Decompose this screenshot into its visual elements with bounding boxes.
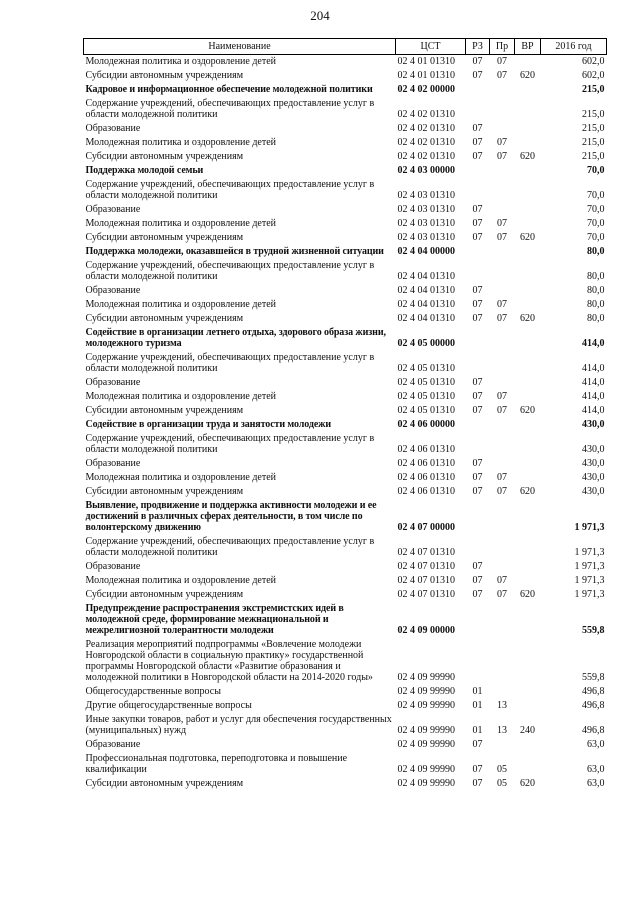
table-row [84,777,607,791]
row-vr [515,752,541,777]
row-amount: 1 971,3 [574,589,605,600]
row-pr: 07 [497,218,507,229]
table-row [84,376,607,390]
row-cst: 02 4 02 01310 [397,137,455,148]
row-name: Субсидии автономным учреждениям [85,486,244,497]
row-rz: 07 [472,218,483,229]
row-pr [490,376,515,390]
row-amount: 430,0 [582,486,605,497]
table-row [84,738,607,752]
row-rz [466,638,490,685]
row-amount: 414,0 [582,391,605,402]
row-cst: 02 4 03 00000 [397,165,455,176]
row-pr [490,284,515,298]
table-row [84,457,607,471]
row-pr: 07 [497,405,507,416]
row-amount: 559,8 [582,625,605,636]
row-vr [515,471,541,485]
table-row [84,432,607,457]
row-vr: 620 [520,778,535,789]
row-pr: 07 [497,56,507,67]
row-cst: 02 4 02 00000 [397,84,455,95]
row-vr: 620 [520,313,535,324]
row-cst: 02 4 07 01310 [397,561,455,572]
row-name: Поддержка молодой семьи [85,165,204,176]
table-row [84,418,607,432]
row-rz: 07 [472,575,483,586]
row-pr [490,83,515,97]
table-row [84,499,607,535]
row-vr [515,326,541,351]
header-year: 2016 год [541,39,607,55]
table-row [84,752,607,777]
row-amount: 70,0 [587,218,605,229]
row-amount: 602,0 [582,70,605,81]
row-name: Профессиональная подготовка, переподготовка и повышение квалификации [85,753,348,775]
table-row [84,638,607,685]
row-rz: 07 [472,137,483,148]
row-cst: 02 4 07 00000 [397,522,455,533]
row-rz [466,164,490,178]
row-name: Образование [85,377,141,388]
row-amount: 70,0 [587,165,605,176]
table-row [84,404,607,418]
row-cst: 02 4 09 99990 [397,700,455,711]
row-amount: 1 971,3 [574,522,605,533]
row-pr: 07 [497,313,507,324]
row-amount: 430,0 [582,458,605,469]
row-name: Молодежная политика и оздоровление детей [85,575,277,586]
row-amount: 430,0 [582,472,605,483]
row-amount: 215,0 [582,123,605,134]
row-cst: 02 4 07 01310 [397,547,455,558]
header-row [84,39,607,55]
row-vr [515,418,541,432]
header-pr: Пр [490,39,515,55]
row-amount: 215,0 [582,109,605,120]
row-amount: 80,0 [587,313,605,324]
row-cst: 02 4 04 00000 [397,246,455,257]
row-vr [515,638,541,685]
row-vr [515,259,541,284]
row-name: Предупреждение распространения экстремистских идей в молодежной среде, формирование межнациональной и межрелигиозной толерантности молодежи [85,603,344,636]
row-vr [515,738,541,752]
row-vr [515,699,541,713]
row-pr: 07 [497,486,507,497]
row-amount: 430,0 [582,444,605,455]
row-name: Общегосударственные вопросы [85,686,221,697]
row-cst: 02 4 07 01310 [397,589,455,600]
row-amount: 63,0 [587,764,605,775]
row-pr: 07 [497,70,507,81]
row-name: Содержание учреждений, обеспечивающих предоставление услуг в области молодежной политики [85,179,375,201]
row-vr [515,685,541,699]
row-rz [466,178,490,203]
table-row [84,351,607,376]
row-rz [466,602,490,638]
header-cst: ЦСТ [396,39,466,55]
row-cst: 02 4 04 01310 [397,299,455,310]
row-pr [490,685,515,699]
row-pr: 07 [497,472,507,483]
row-amount: 414,0 [582,377,605,388]
row-rz: 07 [472,151,483,162]
row-vr [515,203,541,217]
row-cst: 02 4 03 01310 [397,204,455,215]
row-name: Субсидии автономным учреждениям [85,589,244,600]
row-rz [466,432,490,457]
budget-table [83,38,607,791]
row-name: Кадровое и информационное обеспечение молодежной политики [85,84,373,95]
row-name: Содействие в организации летнего отдыха, здорового образа жизни, молодежного туризма [85,327,386,349]
row-name: Образование [85,285,141,296]
row-rz: 07 [472,56,483,67]
row-cst: 02 4 02 01310 [397,151,455,162]
row-pr: 13 [497,700,507,711]
row-cst: 02 4 06 01310 [397,458,455,469]
row-pr [490,457,515,471]
row-pr [490,602,515,638]
row-name: Молодежная политика и оздоровление детей [85,299,277,310]
row-name: Другие общегосударственные вопросы [85,700,252,711]
row-cst: 02 4 09 99990 [397,778,455,789]
row-amount: 1 971,3 [574,575,605,586]
row-pr [490,326,515,351]
row-rz: 07 [472,70,483,81]
row-cst: 02 4 06 01310 [397,486,455,497]
row-pr [490,418,515,432]
row-vr [515,574,541,588]
row-cst: 02 4 05 01310 [397,405,455,416]
row-name: Выявление, продвижение и поддержка активности молодежи и ее достижений в различных сферах деятельности, в том числе по волонтерскому движению [85,500,377,533]
row-rz: 07 [472,561,483,572]
row-vr [515,55,541,70]
row-vr [515,217,541,231]
table-row [84,713,607,738]
row-amount: 414,0 [582,405,605,416]
row-cst: 02 4 04 01310 [397,271,455,282]
row-amount: 496,8 [582,700,605,711]
row-pr [490,97,515,122]
row-vr [515,390,541,404]
row-name: Образование [85,561,141,572]
row-cst: 02 4 09 99990 [397,764,455,775]
row-pr [490,535,515,560]
row-rz [466,535,490,560]
table-row [84,588,607,602]
row-amount: 215,0 [582,151,605,162]
row-amount: 70,0 [587,190,605,201]
header-vr: ВР [515,39,541,55]
row-amount: 602,0 [582,56,605,67]
row-amount: 80,0 [587,271,605,282]
row-cst: 02 4 01 01310 [397,56,455,67]
row-cst: 02 4 01 01310 [397,70,455,81]
table-row [84,326,607,351]
row-vr [515,535,541,560]
row-rz [466,259,490,284]
row-amount: 80,0 [587,246,605,257]
row-pr [490,178,515,203]
row-vr [515,136,541,150]
table-row [84,312,607,326]
table-row [84,560,607,574]
table-row [84,485,607,499]
row-rz: 07 [472,377,483,388]
table-row [84,231,607,245]
row-name: Молодежная политика и оздоровление детей [85,218,277,229]
row-vr: 620 [520,589,535,600]
row-name: Образование [85,123,141,134]
row-pr [490,351,515,376]
row-cst: 02 4 03 01310 [397,232,455,243]
row-rz: 01 [472,686,483,697]
table-row [84,150,607,164]
row-name: Поддержка молодежи, оказавшейся в трудной жизненной ситуации [85,246,384,257]
row-pr [490,638,515,685]
row-pr: 05 [497,778,507,789]
row-name: Молодежная политика и оздоровление детей [85,472,277,483]
table-row [84,685,607,699]
row-name: Субсидии автономным учреждениям [85,232,244,243]
row-cst: 02 4 04 01310 [397,285,455,296]
row-rz: 07 [472,739,483,750]
table-row [84,245,607,259]
table-row [84,83,607,97]
row-cst: 02 4 09 99990 [397,739,455,750]
row-cst: 02 4 05 01310 [397,377,455,388]
header-name: Наименование [84,39,396,55]
row-amount: 80,0 [587,285,605,296]
row-vr [515,122,541,136]
row-cst: 02 4 02 01310 [397,123,455,134]
row-pr: 07 [497,151,507,162]
row-vr [515,351,541,376]
table-row [84,602,607,638]
row-name: Содействие в организации труда и занятости молодежи [85,419,331,430]
row-rz [466,418,490,432]
row-amount: 496,8 [582,725,605,736]
row-amount: 80,0 [587,299,605,310]
row-rz: 07 [472,458,483,469]
row-rz: 07 [472,285,483,296]
row-cst: 02 4 03 01310 [397,190,455,201]
row-vr: 620 [520,70,535,81]
row-vr [515,178,541,203]
row-rz: 07 [472,204,483,215]
row-pr [490,499,515,535]
row-vr: 240 [520,725,535,736]
row-pr [490,122,515,136]
row-vr: 620 [520,405,535,416]
row-rz: 07 [472,405,483,416]
table-row [84,259,607,284]
row-name: Содержание учреждений, обеспечивающих предоставление услуг в области молодежной политики [85,352,375,374]
row-pr [490,164,515,178]
row-cst: 02 4 06 01310 [397,472,455,483]
row-amount: 414,0 [582,338,605,349]
row-pr [490,432,515,457]
row-name: Молодежная политика и оздоровление детей [85,56,277,67]
row-amount: 430,0 [582,419,605,430]
row-rz: 07 [472,764,483,775]
row-rz: 07 [472,778,483,789]
row-pr: 07 [497,589,507,600]
row-rz: 07 [472,472,483,483]
row-amount: 496,8 [582,686,605,697]
row-name: Субсидии автономным учреждениям [85,313,244,324]
header-rz: РЗ [466,39,490,55]
row-rz [466,326,490,351]
row-cst: 02 4 05 01310 [397,391,455,402]
row-name: Субсидии автономным учреждениям [85,70,244,81]
row-cst: 02 4 03 01310 [397,218,455,229]
row-cst: 02 4 04 01310 [397,313,455,324]
row-amount: 70,0 [587,204,605,215]
row-vr [515,499,541,535]
row-vr [515,376,541,390]
row-name: Содержание учреждений, обеспечивающих предоставление услуг в области молодежной политики [85,433,375,455]
row-pr: 07 [497,137,507,148]
row-cst: 02 4 09 99990 [397,672,455,683]
row-cst: 02 4 06 00000 [397,419,455,430]
row-vr [515,602,541,638]
row-name: Субсидии автономным учреждениям [85,151,244,162]
table-row [84,178,607,203]
table-row [84,217,607,231]
row-cst: 02 4 09 99990 [397,725,455,736]
table-row [84,97,607,122]
row-pr: 07 [497,391,507,402]
row-pr: 07 [497,575,507,586]
row-amount: 1 971,3 [574,561,605,572]
row-amount: 215,0 [582,84,605,95]
table-row [84,69,607,83]
row-amount: 215,0 [582,137,605,148]
row-name: Реализация мероприятий подпрограммы «Вовлечение молодежи Новгородской области в социальную практику» государственной программы Новгородской области «Развитие образования и молодежной политики в Новгородской области на 2014-2020 годы» [85,639,373,683]
row-cst: 02 4 02 01310 [397,109,455,120]
row-name: Субсидии автономным учреждениям [85,778,244,789]
row-rz [466,97,490,122]
table-row [84,298,607,312]
page-number: 204 [310,8,330,23]
row-name: Содержание учреждений, обеспечивающих предоставление услуг в области молодежной политики [85,260,375,282]
row-pr [490,245,515,259]
table-row [84,574,607,588]
row-name: Образование [85,204,141,215]
row-amount: 70,0 [587,232,605,243]
row-amount: 63,0 [587,739,605,750]
row-pr: 13 [497,725,507,736]
row-cst: 02 4 09 00000 [397,625,455,636]
row-rz: 07 [472,313,483,324]
row-vr [515,284,541,298]
row-cst: 02 4 07 01310 [397,575,455,586]
table-body [84,55,607,792]
row-rz: 01 [472,725,483,736]
row-amount: 414,0 [582,363,605,374]
row-vr [515,457,541,471]
table-row [84,535,607,560]
table-row [84,203,607,217]
row-name: Молодежная политика и оздоровление детей [85,391,277,402]
row-rz: 07 [472,589,483,600]
row-vr [515,245,541,259]
table-row [84,136,607,150]
row-vr: 620 [520,232,535,243]
row-name: Молодежная политика и оздоровление детей [85,137,277,148]
row-rz [466,83,490,97]
table-row [84,471,607,485]
table-row [84,55,607,70]
row-cst: 02 4 06 01310 [397,444,455,455]
row-vr [515,83,541,97]
row-amount: 559,8 [582,672,605,683]
table-row [84,390,607,404]
row-amount: 1 971,3 [574,547,605,558]
row-vr [515,298,541,312]
table-row [84,122,607,136]
row-rz [466,499,490,535]
table-row [84,699,607,713]
row-pr: 05 [497,764,507,775]
table-row [84,164,607,178]
row-vr [515,432,541,457]
row-cst: 02 4 05 00000 [397,338,455,349]
row-cst: 02 4 05 01310 [397,363,455,374]
row-rz: 07 [472,232,483,243]
row-vr [515,164,541,178]
row-pr: 07 [497,232,507,243]
row-name: Содержание учреждений, обеспечивающих предоставление услуг в области молодежной политики [85,536,375,558]
row-rz: 07 [472,123,483,134]
row-rz: 07 [472,299,483,310]
row-name: Образование [85,739,141,750]
row-name: Образование [85,458,141,469]
row-name: Иные закупки товаров, работ и услуг для обеспечения государственных (муниципальных) нужд [85,714,392,736]
row-rz: 01 [472,700,483,711]
row-cst: 02 4 09 99990 [397,686,455,697]
row-pr: 07 [497,299,507,310]
row-vr [515,97,541,122]
row-rz: 07 [472,486,483,497]
row-amount: 63,0 [587,778,605,789]
row-pr [490,203,515,217]
row-pr [490,738,515,752]
row-name: Содержание учреждений, обеспечивающих предоставление услуг в области молодежной политики [85,98,375,120]
row-rz [466,351,490,376]
row-rz [466,245,490,259]
row-pr [490,560,515,574]
row-rz: 07 [472,391,483,402]
row-vr: 620 [520,486,535,497]
row-vr: 620 [520,151,535,162]
row-vr [515,560,541,574]
row-name: Субсидии автономным учреждениям [85,405,244,416]
row-pr [490,259,515,284]
table-row [84,284,607,298]
